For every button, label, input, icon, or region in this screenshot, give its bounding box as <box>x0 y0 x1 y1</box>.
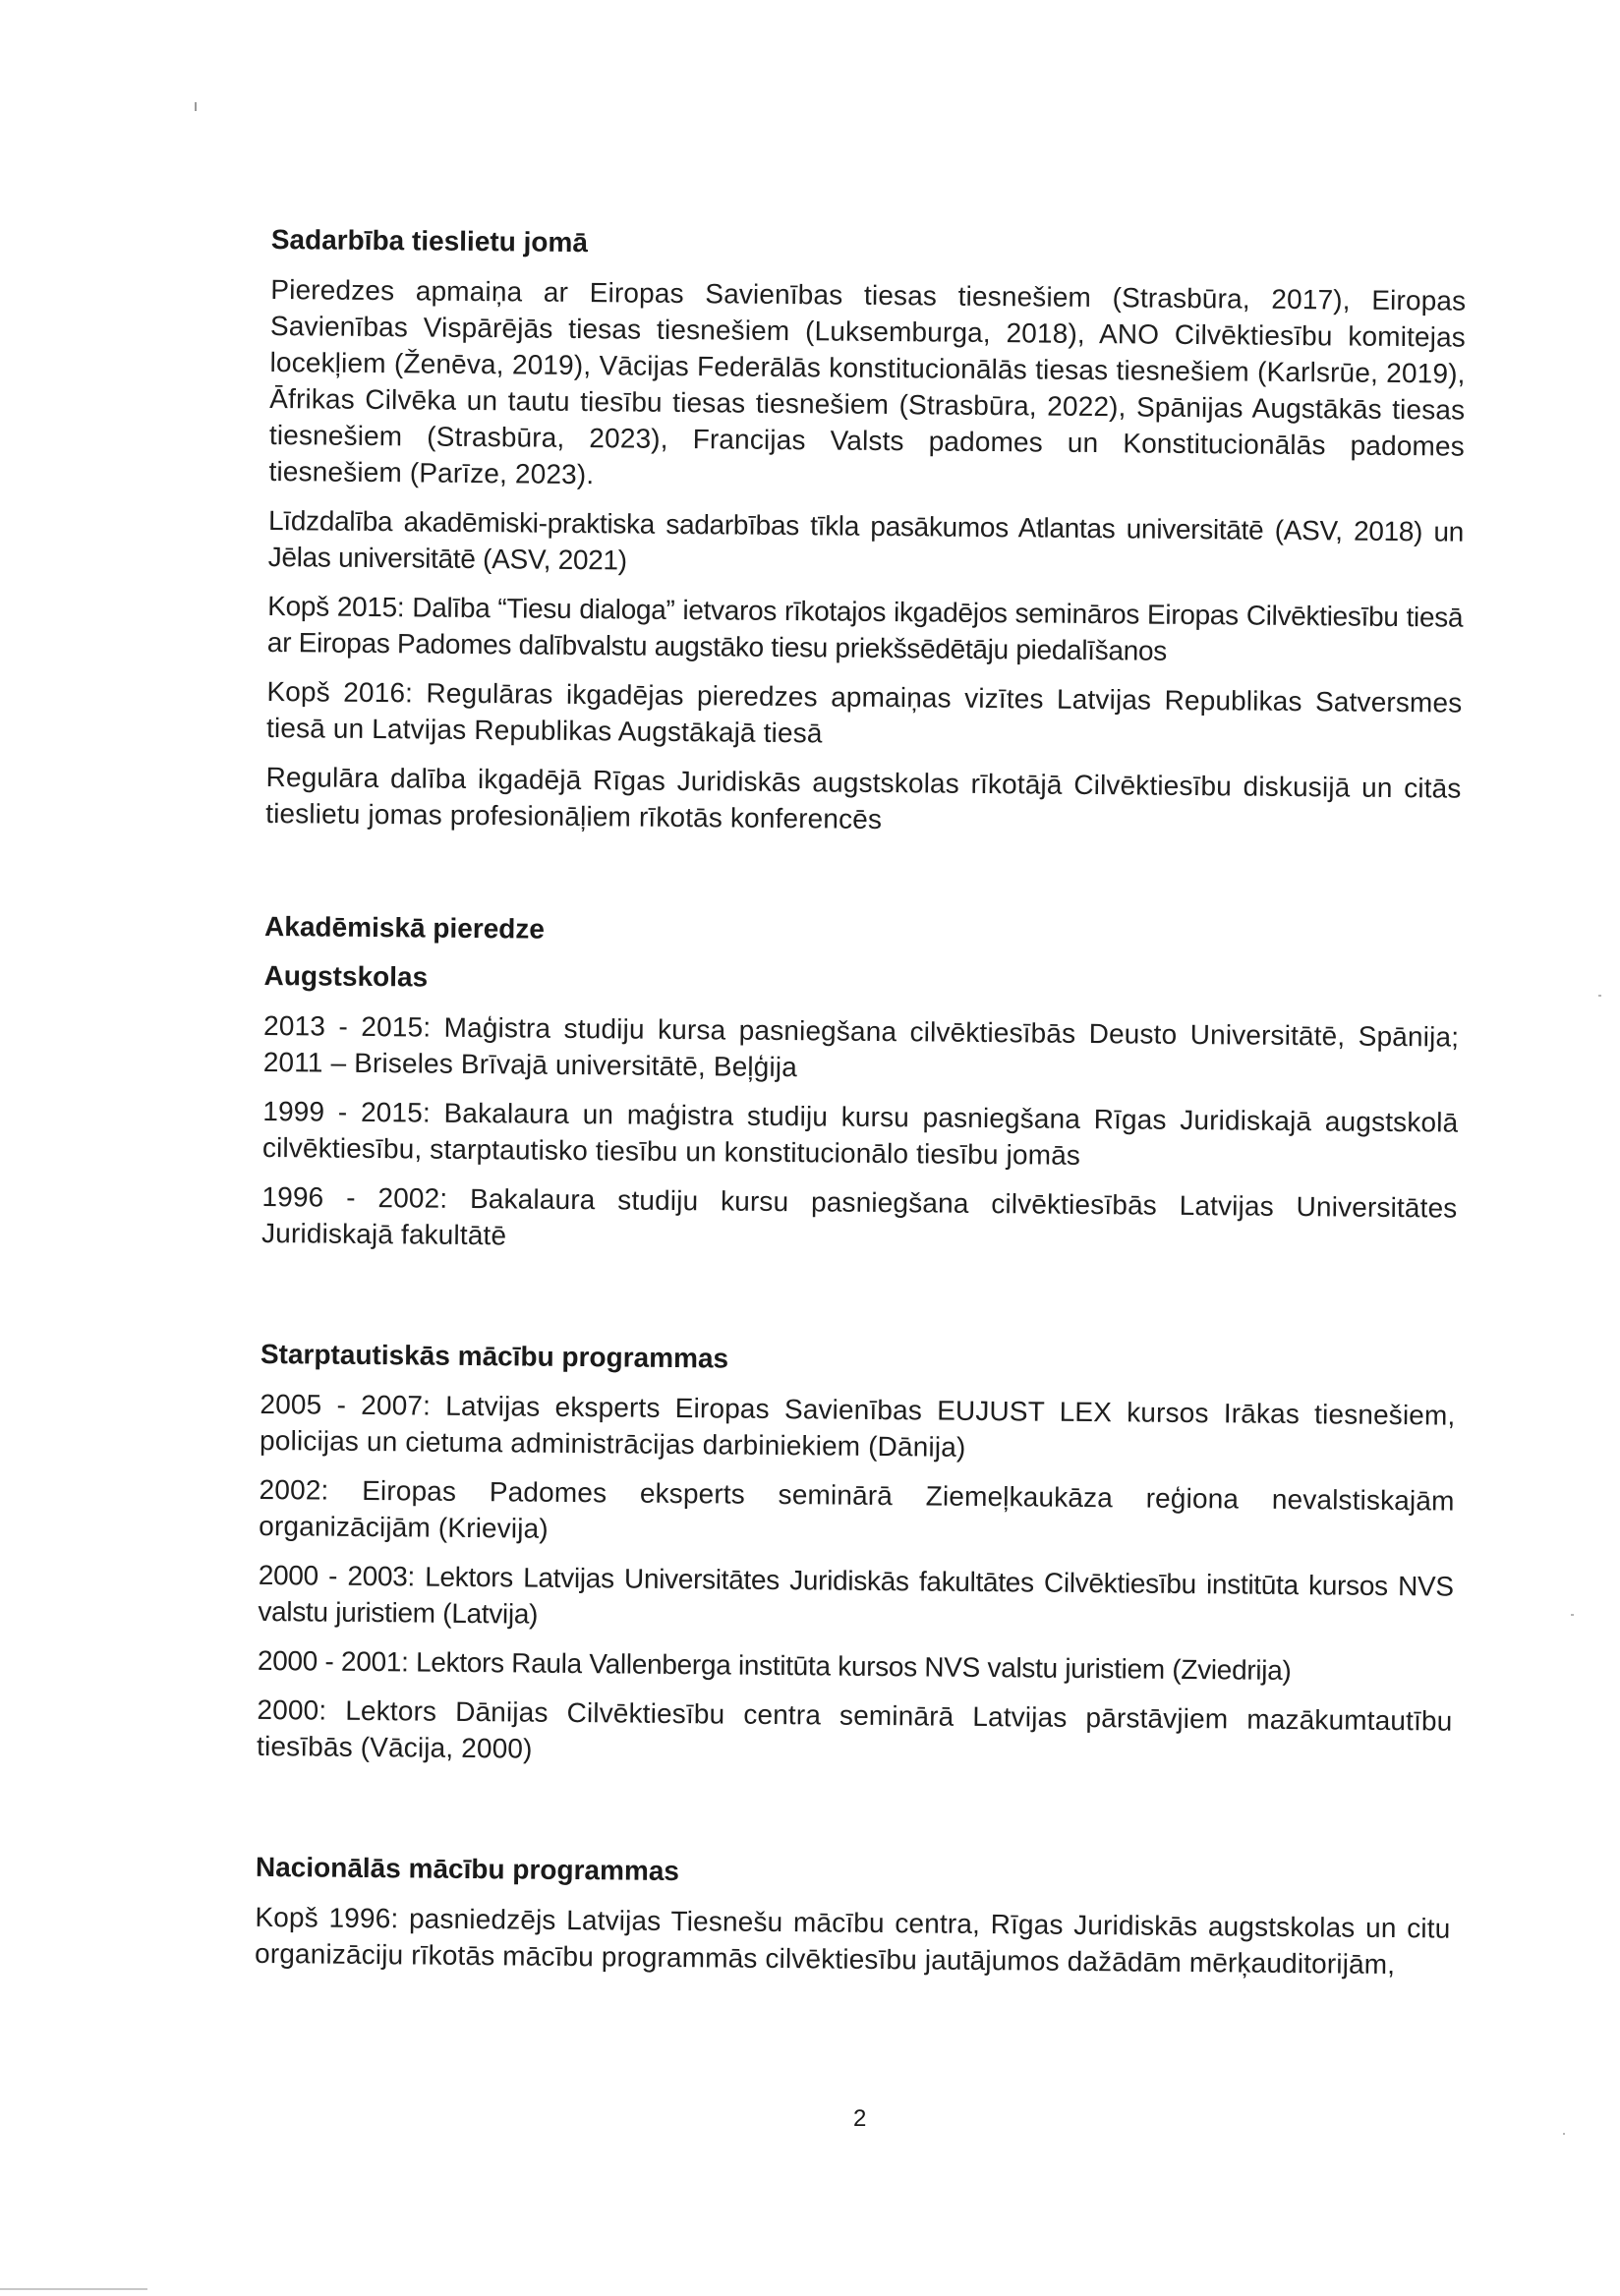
scan-speck <box>1563 2133 1565 2135</box>
section-title-cooperation: Sadarbība tieslietu jomā <box>270 223 589 258</box>
scan-speck <box>1571 1614 1574 1616</box>
paragraph: Kopš 1996: pasniedzējs Latvijas Tiesnešu mācību centra, Rīgas Juridiskās augstskolas un citu organizāciju rīkotās mācību programmās cilvēktiesību jautājumos dažādām mērķauditorijām, <box>254 1901 1451 1980</box>
paragraph: 2013 - 2015: Maģistra studiju kursa pasniegšana cilvēktiesībās Deusto Universitātē, Spānija; 2011 – Briseles Brīvajā universitātē, Beļģija <box>262 1009 1460 1083</box>
paragraph: Pieredzes apmaiņa ar Eiropas Savienības tiesas tiesnešiem (Strasbūra, 2017), Eiropas Savienības Vispārējās tiesas tiesnešiem (Luksemburga, 2018), ANO Cilvēktiesību komitejas locekļiem (Ženēva, 2019), Vācijas Federālās konstitucionālās tiesas tiesnešiem (Karlsrūe, 2019), Āfrikas Cilvēka un tautu tiesību tiesas tiesnešiem (Strasbūra, 2022), Spānijas Augstākās tiesas tiesnešiem (Strasbūra, 2023), Francijas Valsts padomes un Konstitucionālās padomes tiesnešiem (Parīze, 2023). <box>268 273 1467 490</box>
section-gap <box>256 1777 1452 1862</box>
document-body <box>255 222 1467 1996</box>
scan-speck <box>1598 995 1601 997</box>
paragraph: 2002: Eiropas Padomes eksperts seminārā Ziemeļkaukāza reģiona nevalstiskajām organizācijām (Krievija) <box>259 1473 1455 1544</box>
paragraph: Regulāra dalība ikgadējā Rīgas Juridiskās augstskolas rīkotājā Cilvēktiesību diskusijā un citās tieslietu jomas profesionāļiem rīkotās konferencēs <box>265 761 1462 834</box>
page-number: 2 <box>853 2105 867 2132</box>
paragraph: Līdzdalība akadēmiski-praktiska sadarbības tīkla pasākumos Atlantas universitātē (ASV, 2018) un Jēlas universitātē (ASV, 2021) <box>267 504 1465 576</box>
section-title-national: Nacionālās mācību programmas <box>255 1851 680 1887</box>
paragraph: 1996 - 2002: Bakalaura studiju kursu pasniegšana cilvēktiesībās Latvijas Universitātes Juridiskajā fakultātē <box>260 1180 1458 1251</box>
subsection-title-universities: Augstskolas <box>263 959 429 993</box>
paragraph: 1999 - 2015: Bakalaura un maģistra studiju kursu pasniegšana Rīgas Juridiskajā augstskolā cilvēktiesību, starptautisko tiesību un konstitucionālo tiesību jomās <box>261 1095 1459 1171</box>
paragraph: 2000: Lektors Dānijas Cilvēktiesību centra seminārā Latvijas pārstāvjiem mazākumtautību tiesībās (Vācija, 2000) <box>256 1693 1453 1764</box>
scan-speck <box>195 102 197 111</box>
paragraph: 2000 - 2003: Lektors Latvijas Universitātes Juridiskās fakultātes Cilvēktiesību institūta kursos NVS valstu juristiem (Latvija) <box>258 1559 1454 1630</box>
scan-edge-line <box>0 2288 147 2290</box>
paragraph: Kopš 2016: Regulāras ikgadējas pieredzes apmaiņas vizītes Latvijas Republikas Satversmes tiesā un Latvijas Republikas Augstākajā tiesā <box>265 675 1463 749</box>
section-gap <box>264 844 1461 921</box>
section-gap <box>260 1264 1457 1349</box>
paragraph: 2005 - 2007: Latvijas eksperts Eiropas Savienības EUJUST LEX kursos Irākas tiesnešiem, policijas un cietuma administrācijas darbiniekiem (Dānija) <box>259 1388 1456 1463</box>
paragraph: Kopš 2015: Dalība “Tiesu dialoga” ietvaros rīkotajos ikgadējos semināros Eiropas Cilvēktiesību tiesā ar Eiropas Padomes dalībvalstu augstāko tiesu priekšsēdētāju piedalīšanos <box>266 590 1464 666</box>
paragraph: 2000 - 2001: Lektors Raula Vallenberga institūta kursos NVS valstu juristiem (Zviedrija) <box>257 1644 1292 1687</box>
section-title-international: Starptautiskās mācību programmas <box>260 1338 729 1374</box>
section-title-academic: Akadēmiskā pieredze <box>263 910 546 945</box>
